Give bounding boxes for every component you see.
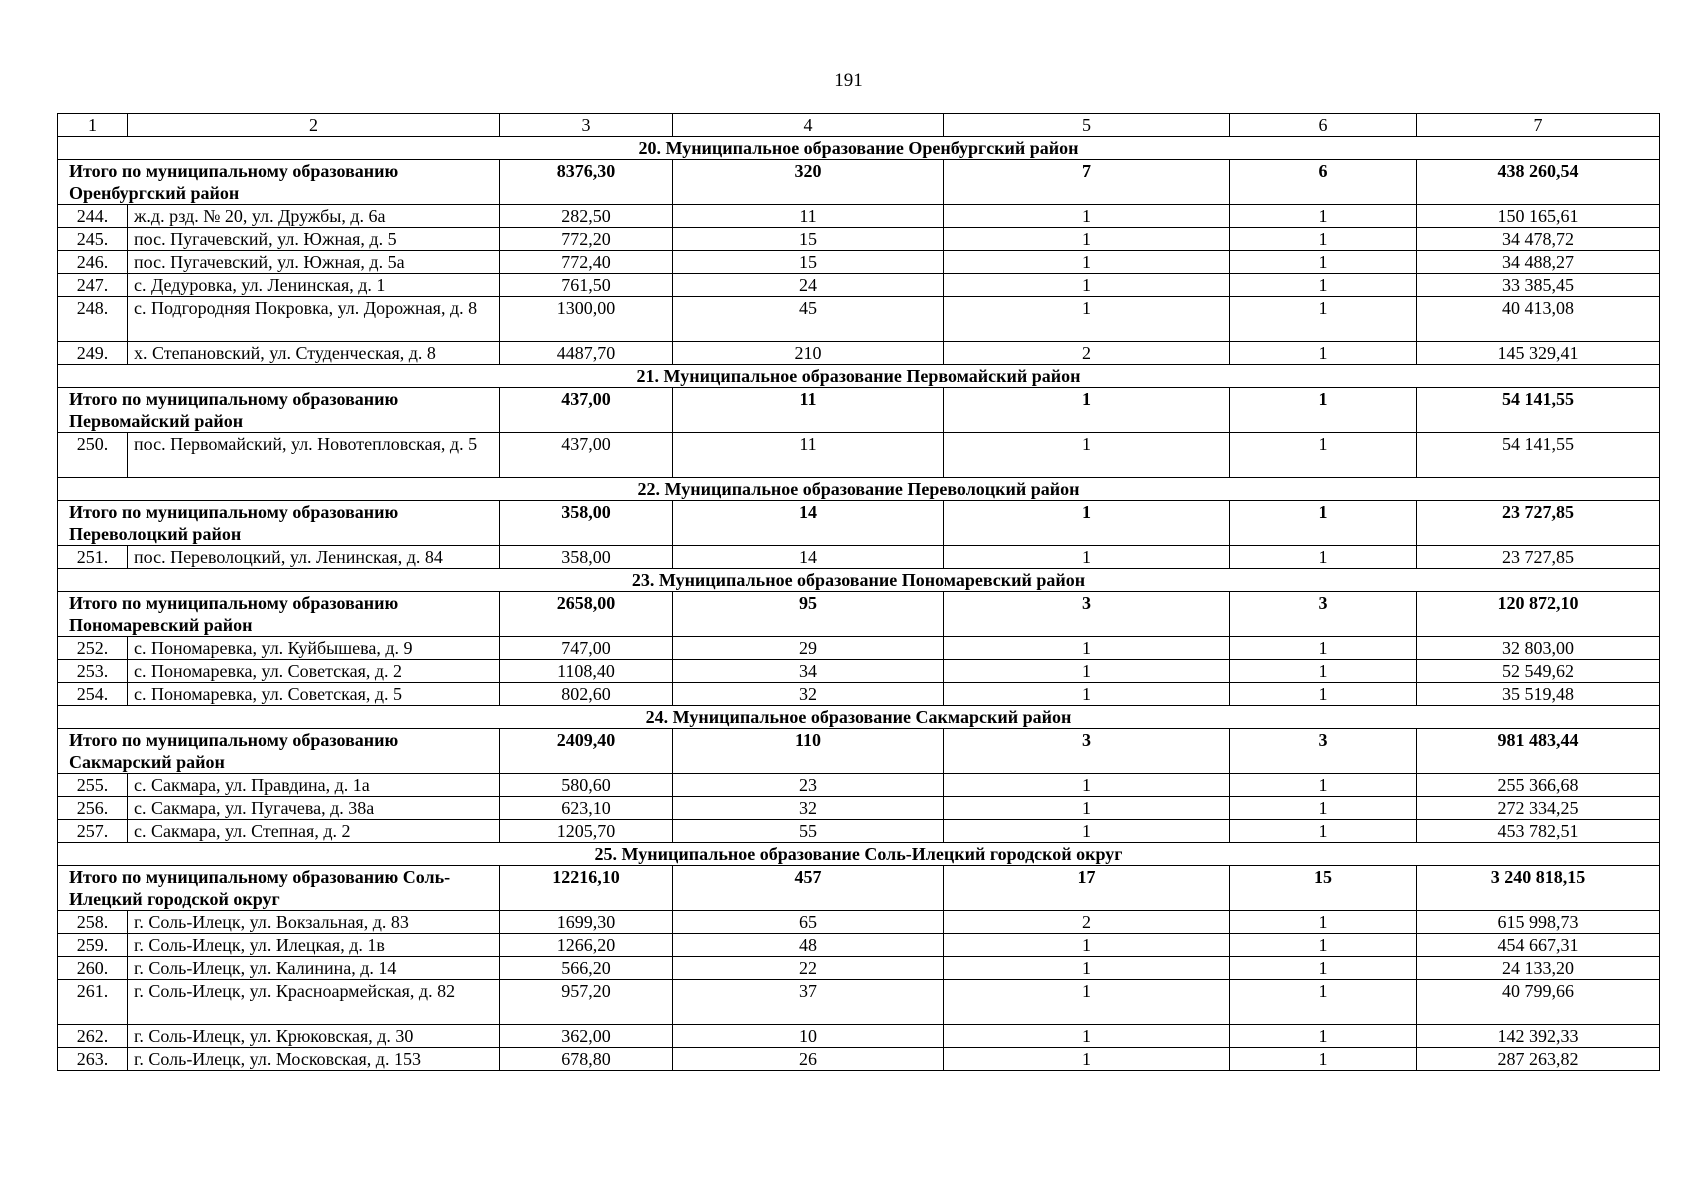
row-c5: 1 xyxy=(944,1048,1230,1071)
table-row xyxy=(58,797,1660,820)
table-row xyxy=(58,980,1660,1025)
total-c6: 15 xyxy=(1230,866,1417,911)
row-c5: 1 xyxy=(944,934,1230,957)
row-address: г. Соль-Илецк, ул. Илецкая, д. 1в xyxy=(128,934,500,957)
section-header-row xyxy=(58,365,1660,388)
row-c7: 40 799,66 xyxy=(1417,980,1660,1025)
row-number: 257. xyxy=(58,820,128,843)
row-c4: 22 xyxy=(673,957,944,980)
row-number: 247. xyxy=(58,274,128,297)
table-row xyxy=(58,228,1660,251)
section-header-row xyxy=(58,569,1660,592)
row-c5: 1 xyxy=(944,797,1230,820)
row-c7: 142 392,33 xyxy=(1417,1025,1660,1048)
row-c3: 802,60 xyxy=(500,683,673,706)
total-c5: 1 xyxy=(944,388,1230,433)
row-c6: 1 xyxy=(1230,251,1417,274)
row-number: 261. xyxy=(58,980,128,1025)
row-address: с. Дедуровка, ул. Ленинская, д. 1 xyxy=(128,274,500,297)
total-c3: 12216,10 xyxy=(500,866,673,911)
row-c5: 1 xyxy=(944,980,1230,1025)
total-c7: 3 240 818,15 xyxy=(1417,866,1660,911)
row-c4: 32 xyxy=(673,797,944,820)
table-row xyxy=(58,205,1660,228)
row-c4: 48 xyxy=(673,934,944,957)
row-address: с. Пономаревка, ул. Советская, д. 2 xyxy=(128,660,500,683)
total-label: Итого по муниципальному образованию Пономаревский район xyxy=(58,592,500,637)
row-c3: 761,50 xyxy=(500,274,673,297)
row-c3: 1108,40 xyxy=(500,660,673,683)
total-label: Итого по муниципальному образованию Соль-Илецкий городской округ xyxy=(58,866,500,911)
total-c5: 1 xyxy=(944,501,1230,546)
table-row xyxy=(58,546,1660,569)
row-c5: 1 xyxy=(944,774,1230,797)
row-address: г. Соль-Илецк, ул. Красноармейская, д. 82 xyxy=(128,980,500,1025)
row-c5: 1 xyxy=(944,205,1230,228)
row-c5: 1 xyxy=(944,820,1230,843)
row-c6: 1 xyxy=(1230,1048,1417,1071)
row-c5: 1 xyxy=(944,637,1230,660)
table-row xyxy=(58,774,1660,797)
row-c5: 2 xyxy=(944,911,1230,934)
row-c3: 1300,00 xyxy=(500,297,673,342)
row-c7: 52 549,62 xyxy=(1417,660,1660,683)
table-row xyxy=(58,251,1660,274)
total-c3: 2409,40 xyxy=(500,729,673,774)
row-c4: 10 xyxy=(673,1025,944,1048)
row-number: 244. xyxy=(58,205,128,228)
total-c4: 320 xyxy=(673,160,944,205)
row-c5: 1 xyxy=(944,683,1230,706)
table-body xyxy=(58,114,1660,1071)
row-c3: 623,10 xyxy=(500,797,673,820)
row-c6: 1 xyxy=(1230,820,1417,843)
row-c4: 24 xyxy=(673,274,944,297)
section-header-row xyxy=(58,137,1660,160)
row-c6: 1 xyxy=(1230,683,1417,706)
row-c5: 1 xyxy=(944,297,1230,342)
row-number: 252. xyxy=(58,637,128,660)
row-number: 255. xyxy=(58,774,128,797)
column-number-header-row xyxy=(58,114,1660,137)
row-c6: 1 xyxy=(1230,660,1417,683)
row-number: 246. xyxy=(58,251,128,274)
row-c7: 454 667,31 xyxy=(1417,934,1660,957)
total-c4: 110 xyxy=(673,729,944,774)
row-address: г. Соль-Илецк, ул. Московская, д. 153 xyxy=(128,1048,500,1071)
table-row xyxy=(58,342,1660,365)
row-c7: 453 782,51 xyxy=(1417,820,1660,843)
row-number: 256. xyxy=(58,797,128,820)
row-c7: 40 413,08 xyxy=(1417,297,1660,342)
total-c5: 7 xyxy=(944,160,1230,205)
total-c4: 14 xyxy=(673,501,944,546)
total-c4: 95 xyxy=(673,592,944,637)
row-c5: 1 xyxy=(944,251,1230,274)
section-total-row xyxy=(58,866,1660,911)
row-address: с. Пономаревка, ул. Куйбышева, д. 9 xyxy=(128,637,500,660)
total-c7: 120 872,10 xyxy=(1417,592,1660,637)
total-label: Итого по муниципальному образованию Переволоцкий район xyxy=(58,501,500,546)
table-row xyxy=(58,433,1660,478)
row-c4: 210 xyxy=(673,342,944,365)
table-row xyxy=(58,1025,1660,1048)
row-c3: 772,40 xyxy=(500,251,673,274)
column-header-7: 7 xyxy=(1417,114,1660,137)
row-c7: 34 488,27 xyxy=(1417,251,1660,274)
section-header-row xyxy=(58,478,1660,501)
row-c4: 11 xyxy=(673,205,944,228)
row-c4: 14 xyxy=(673,546,944,569)
table-row xyxy=(58,911,1660,934)
row-address: с. Пономаревка, ул. Советская, д. 5 xyxy=(128,683,500,706)
total-label: Итого по муниципальному образованию Первомайский район xyxy=(58,388,500,433)
row-c3: 772,20 xyxy=(500,228,673,251)
row-c4: 34 xyxy=(673,660,944,683)
row-c3: 282,50 xyxy=(500,205,673,228)
row-c5: 1 xyxy=(944,660,1230,683)
section-title: 24. Муниципальное образование Сакмарский район xyxy=(58,706,1660,729)
row-c3: 4487,70 xyxy=(500,342,673,365)
row-c5: 1 xyxy=(944,546,1230,569)
total-c3: 437,00 xyxy=(500,388,673,433)
row-c6: 1 xyxy=(1230,980,1417,1025)
row-c3: 747,00 xyxy=(500,637,673,660)
table-row xyxy=(58,637,1660,660)
total-label: Итого по муниципальному образованию Сакмарский район xyxy=(58,729,500,774)
table-row xyxy=(58,957,1660,980)
row-c7: 34 478,72 xyxy=(1417,228,1660,251)
row-number: 245. xyxy=(58,228,128,251)
section-header-row xyxy=(58,843,1660,866)
row-c4: 26 xyxy=(673,1048,944,1071)
table-row xyxy=(58,934,1660,957)
row-c3: 1266,20 xyxy=(500,934,673,957)
total-c7: 23 727,85 xyxy=(1417,501,1660,546)
row-c6: 1 xyxy=(1230,433,1417,478)
row-c6: 1 xyxy=(1230,774,1417,797)
total-label: Итого по муниципальному образованию Оренбургский район xyxy=(58,160,500,205)
row-c4: 15 xyxy=(673,228,944,251)
total-c7: 54 141,55 xyxy=(1417,388,1660,433)
section-total-row xyxy=(58,388,1660,433)
total-c6: 6 xyxy=(1230,160,1417,205)
row-c3: 957,20 xyxy=(500,980,673,1025)
total-c3: 358,00 xyxy=(500,501,673,546)
row-c5: 2 xyxy=(944,342,1230,365)
row-c4: 15 xyxy=(673,251,944,274)
row-c7: 54 141,55 xyxy=(1417,433,1660,478)
section-title: 22. Муниципальное образование Переволоцкий район xyxy=(58,478,1660,501)
section-total-row xyxy=(58,592,1660,637)
row-address: с. Сакмара, ул. Правдина, д. 1а xyxy=(128,774,500,797)
row-c6: 1 xyxy=(1230,297,1417,342)
row-number: 253. xyxy=(58,660,128,683)
section-title: 25. Муниципальное образование Соль-Илецкий городской округ xyxy=(58,843,1660,866)
row-c6: 1 xyxy=(1230,797,1417,820)
table-row xyxy=(58,820,1660,843)
column-header-4: 4 xyxy=(673,114,944,137)
row-c3: 580,60 xyxy=(500,774,673,797)
column-header-3: 3 xyxy=(500,114,673,137)
row-c4: 37 xyxy=(673,980,944,1025)
row-c3: 362,00 xyxy=(500,1025,673,1048)
row-c4: 55 xyxy=(673,820,944,843)
row-c7: 23 727,85 xyxy=(1417,546,1660,569)
row-c3: 1205,70 xyxy=(500,820,673,843)
row-c5: 1 xyxy=(944,228,1230,251)
row-address: с. Сакмара, ул. Пугачева, д. 38а xyxy=(128,797,500,820)
row-c6: 1 xyxy=(1230,1025,1417,1048)
row-c6: 1 xyxy=(1230,274,1417,297)
row-address: г. Соль-Илецк, ул. Калинина, д. 14 xyxy=(128,957,500,980)
row-c7: 35 519,48 xyxy=(1417,683,1660,706)
row-c7: 255 366,68 xyxy=(1417,774,1660,797)
row-c7: 145 329,41 xyxy=(1417,342,1660,365)
row-number: 248. xyxy=(58,297,128,342)
total-c5: 17 xyxy=(944,866,1230,911)
row-c5: 1 xyxy=(944,433,1230,478)
total-c3: 2658,00 xyxy=(500,592,673,637)
row-c3: 1699,30 xyxy=(500,911,673,934)
column-header-6: 6 xyxy=(1230,114,1417,137)
row-number: 258. xyxy=(58,911,128,934)
row-c7: 24 133,20 xyxy=(1417,957,1660,980)
row-c4: 23 xyxy=(673,774,944,797)
row-c4: 29 xyxy=(673,637,944,660)
column-header-2: 2 xyxy=(128,114,500,137)
column-header-5: 5 xyxy=(944,114,1230,137)
total-c4: 11 xyxy=(673,388,944,433)
total-c3: 8376,30 xyxy=(500,160,673,205)
row-number: 251. xyxy=(58,546,128,569)
total-c4: 457 xyxy=(673,866,944,911)
row-address: г. Соль-Илецк, ул. Вокзальная, д. 83 xyxy=(128,911,500,934)
section-total-row xyxy=(58,160,1660,205)
row-number: 254. xyxy=(58,683,128,706)
row-address: пос. Переволоцкий, ул. Ленинская, д. 84 xyxy=(128,546,500,569)
section-total-row xyxy=(58,501,1660,546)
row-c6: 1 xyxy=(1230,342,1417,365)
section-header-row xyxy=(58,706,1660,729)
row-address: пос. Пугачевский, ул. Южная, д. 5 xyxy=(128,228,500,251)
row-c5: 1 xyxy=(944,957,1230,980)
row-c3: 358,00 xyxy=(500,546,673,569)
table-row xyxy=(58,297,1660,342)
row-c7: 272 334,25 xyxy=(1417,797,1660,820)
total-c7: 981 483,44 xyxy=(1417,729,1660,774)
section-title: 23. Муниципальное образование Пономаревский район xyxy=(58,569,1660,592)
row-address: г. Соль-Илецк, ул. Крюковская, д. 30 xyxy=(128,1025,500,1048)
total-c7: 438 260,54 xyxy=(1417,160,1660,205)
row-c7: 615 998,73 xyxy=(1417,911,1660,934)
table-row xyxy=(58,1048,1660,1071)
row-number: 262. xyxy=(58,1025,128,1048)
row-number: 249. xyxy=(58,342,128,365)
row-c5: 1 xyxy=(944,274,1230,297)
section-title: 21. Муниципальное образование Первомайский район xyxy=(58,365,1660,388)
page-number: 191 xyxy=(834,70,863,91)
row-c5: 1 xyxy=(944,1025,1230,1048)
section-title: 20. Муниципальное образование Оренбургский район xyxy=(58,137,1660,160)
row-address: пос. Первомайский, ул. Новотепловская, д. 5 xyxy=(128,433,500,478)
row-c4: 65 xyxy=(673,911,944,934)
row-c4: 45 xyxy=(673,297,944,342)
row-c7: 33 385,45 xyxy=(1417,274,1660,297)
row-c3: 437,00 xyxy=(500,433,673,478)
row-address: с. Сакмара, ул. Степная, д. 2 xyxy=(128,820,500,843)
row-address: х. Степановский, ул. Студенческая, д. 8 xyxy=(128,342,500,365)
row-c6: 1 xyxy=(1230,228,1417,251)
row-c6: 1 xyxy=(1230,546,1417,569)
table-row xyxy=(58,274,1660,297)
row-c7: 32 803,00 xyxy=(1417,637,1660,660)
row-c3: 678,80 xyxy=(500,1048,673,1071)
total-c6: 1 xyxy=(1230,388,1417,433)
total-c6: 1 xyxy=(1230,501,1417,546)
data-table xyxy=(57,113,1660,1071)
row-c3: 566,20 xyxy=(500,957,673,980)
row-c4: 32 xyxy=(673,683,944,706)
table-row xyxy=(58,660,1660,683)
row-c6: 1 xyxy=(1230,637,1417,660)
row-c6: 1 xyxy=(1230,957,1417,980)
row-number: 250. xyxy=(58,433,128,478)
row-number: 260. xyxy=(58,957,128,980)
row-address: пос. Пугачевский, ул. Южная, д. 5а xyxy=(128,251,500,274)
row-c4: 11 xyxy=(673,433,944,478)
row-c7: 287 263,82 xyxy=(1417,1048,1660,1071)
table-row xyxy=(58,683,1660,706)
total-c5: 3 xyxy=(944,729,1230,774)
row-number: 263. xyxy=(58,1048,128,1071)
total-c6: 3 xyxy=(1230,592,1417,637)
row-c6: 1 xyxy=(1230,205,1417,228)
row-c6: 1 xyxy=(1230,911,1417,934)
row-c7: 150 165,61 xyxy=(1417,205,1660,228)
row-address: с. Подгородняя Покровка, ул. Дорожная, д. 8 xyxy=(128,297,500,342)
section-total-row xyxy=(58,729,1660,774)
row-address: ж.д. рзд. № 20, ул. Дружбы, д. 6а xyxy=(128,205,500,228)
row-c6: 1 xyxy=(1230,934,1417,957)
row-number: 259. xyxy=(58,934,128,957)
total-c5: 3 xyxy=(944,592,1230,637)
total-c6: 3 xyxy=(1230,729,1417,774)
column-header-1: 1 xyxy=(58,114,128,137)
